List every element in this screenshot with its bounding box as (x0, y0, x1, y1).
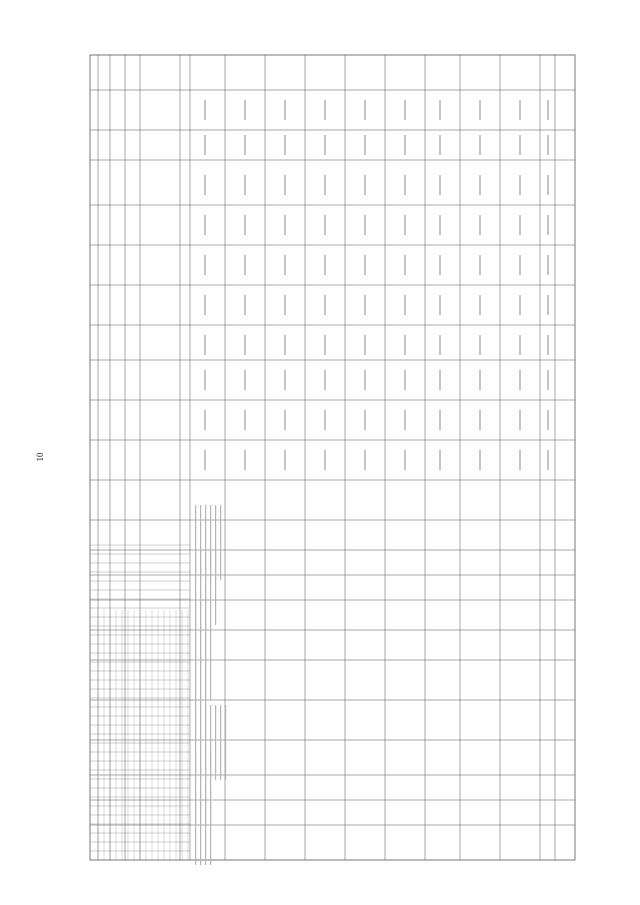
illegible-value (324, 175, 326, 195)
illegible-value (204, 255, 206, 275)
illegible-value (519, 255, 521, 275)
illegible-value (204, 215, 206, 235)
illegible-value (364, 410, 366, 430)
illegible-value (404, 370, 406, 390)
illegible-text-line (220, 505, 221, 580)
illegible-text-line (210, 790, 211, 865)
illegible-value (547, 410, 549, 430)
illegible-text-line (195, 790, 196, 865)
illegible-value (284, 295, 286, 315)
illegible-value (439, 135, 441, 155)
illegible-value (547, 295, 549, 315)
illegible-value (404, 255, 406, 275)
illegible-value (324, 100, 326, 120)
illegible-value (204, 295, 206, 315)
illegible-value (479, 135, 481, 155)
illegible-value (284, 370, 286, 390)
illegible-value (479, 100, 481, 120)
illegible-value (324, 255, 326, 275)
illegible-text-line (215, 550, 216, 625)
illegible-value (404, 450, 406, 470)
illegible-value (519, 100, 521, 120)
illegible-value (364, 295, 366, 315)
illegible-text-line (225, 705, 226, 780)
illegible-value (479, 295, 481, 315)
illegible-value (479, 410, 481, 430)
illegible-value (519, 450, 521, 470)
illegible-value (284, 255, 286, 275)
illegible-text-line (200, 790, 201, 865)
illegible-value (244, 255, 246, 275)
illegible-value (404, 410, 406, 430)
illegible-value (364, 175, 366, 195)
illegible-value (364, 370, 366, 390)
illegible-text-line (210, 550, 211, 625)
illegible-value (244, 100, 246, 120)
illegible-value (364, 135, 366, 155)
illegible-value (244, 410, 246, 430)
illegible-value (204, 100, 206, 120)
illegible-value (439, 100, 441, 120)
illegible-value (439, 255, 441, 275)
illegible-value (204, 335, 206, 355)
illegible-value (547, 215, 549, 235)
illegible-value (547, 370, 549, 390)
illegible-value (244, 335, 246, 355)
illegible-value (404, 335, 406, 355)
illegible-value (404, 295, 406, 315)
illegible-value (547, 335, 549, 355)
illegible-value (519, 410, 521, 430)
illegible-value (204, 450, 206, 470)
illegible-value (364, 100, 366, 120)
illegible-value (364, 450, 366, 470)
illegible-value (519, 335, 521, 355)
illegible-value (284, 410, 286, 430)
illegible-value (519, 135, 521, 155)
illegible-value (244, 175, 246, 195)
illegible-value (284, 100, 286, 120)
illegible-value (364, 335, 366, 355)
illegible-value (547, 135, 549, 155)
illegible-value (204, 370, 206, 390)
illegible-value (404, 175, 406, 195)
illegible-value (324, 410, 326, 430)
table-frame (90, 55, 575, 860)
illegible-value (204, 135, 206, 155)
illegible-value (547, 255, 549, 275)
illegible-value (479, 370, 481, 390)
illegible-value (284, 335, 286, 355)
illegible-value (439, 335, 441, 355)
illegible-value (439, 450, 441, 470)
illegible-value (284, 175, 286, 195)
illegible-value (404, 215, 406, 235)
illegible-value (479, 175, 481, 195)
illegible-value (324, 295, 326, 315)
illegible-value (439, 410, 441, 430)
illegible-value (439, 175, 441, 195)
illegible-value (244, 450, 246, 470)
page-number: 10 (35, 452, 45, 462)
illegible-text-line (205, 790, 206, 865)
illegible-value (324, 335, 326, 355)
illegible-value (364, 255, 366, 275)
illegible-value (519, 215, 521, 235)
illegible-value (284, 135, 286, 155)
illegible-value (547, 175, 549, 195)
illegible-value (519, 295, 521, 315)
illegible-value (519, 175, 521, 195)
illegible-value (404, 135, 406, 155)
illegible-value (519, 370, 521, 390)
illegible-value (324, 450, 326, 470)
illegible-value (364, 215, 366, 235)
illegible-value (244, 215, 246, 235)
illegible-value (324, 135, 326, 155)
illegible-value (244, 370, 246, 390)
illegible-value (439, 295, 441, 315)
illegible-value (547, 100, 549, 120)
illegible-value (439, 370, 441, 390)
illegible-value (324, 215, 326, 235)
illegible-value (204, 410, 206, 430)
illegible-value (479, 335, 481, 355)
illegible-text-line (220, 705, 221, 780)
illegible-value (404, 100, 406, 120)
illegible-value (284, 450, 286, 470)
illegible-value (479, 450, 481, 470)
illegible-value (439, 215, 441, 235)
illegible-value (284, 215, 286, 235)
illegible-value (324, 370, 326, 390)
illegible-value (204, 175, 206, 195)
illegible-value (547, 450, 549, 470)
illegible-value (479, 255, 481, 275)
illegible-text-line (215, 705, 216, 780)
illegible-value (479, 215, 481, 235)
illegible-value (244, 135, 246, 155)
illegible-value (244, 295, 246, 315)
illegible-text-line (210, 625, 211, 700)
